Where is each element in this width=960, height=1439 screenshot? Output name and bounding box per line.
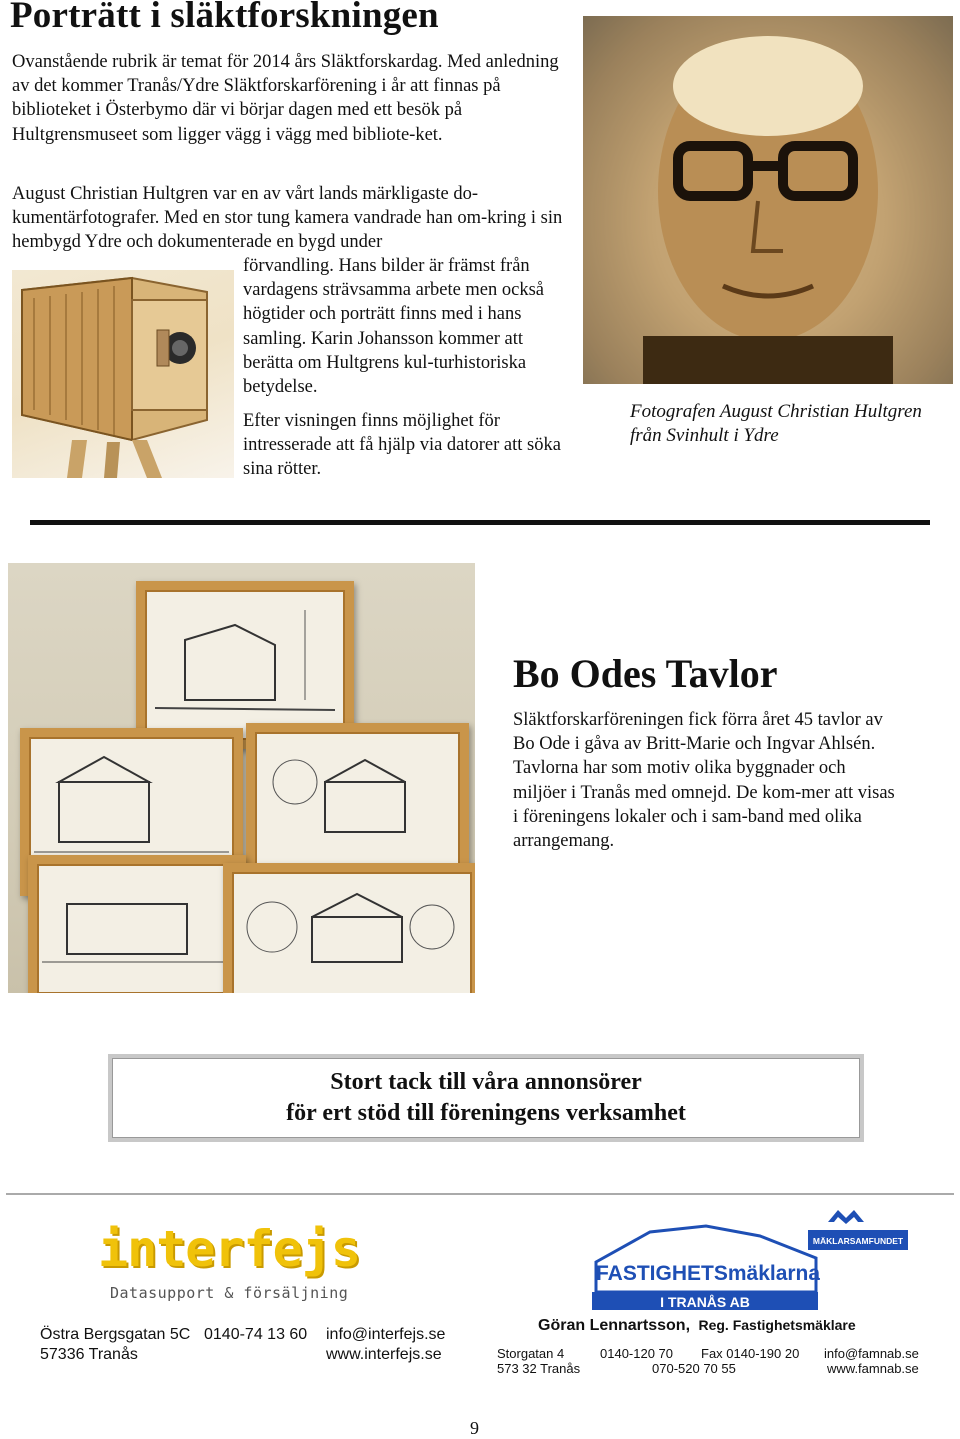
hultgren-paragraph-cont: förvandling. Hans bilder är främst från vardagens strävsamma arbete men också högtider och porträtt finns med i hans samling. Karin Johansson kommer att berätta om Hultgrens kul-turhistoriska betydelse.: [243, 256, 545, 398]
maklarsamfundet-text: MÄKLARSAMFUNDET: [812, 1236, 904, 1246]
tavlor-paragraph: Tavlorna har som motiv olika byggnader och miljöer i Tranås med omnejd. De kom-mer att visas i föreningens lokaler och i sam-band med olika arrangemang.: [513, 758, 895, 852]
interfejs-email: info@interfejs.se: [326, 1326, 446, 1343]
tavlor-paragraph: Släktforskarföreningen fick förra året 45 tavlor av Bo Ode i gåva av Britt-Marie och Ingvar Ahlsén.: [513, 710, 883, 755]
interfejs-web: www.interfejs.se: [326, 1346, 442, 1363]
tavlor-title: Bo Odes Tavlor: [513, 651, 778, 696]
thanks-line: Stort tack till våra annonsörer: [330, 1069, 642, 1095]
hultgren-portrait-photo: [583, 16, 953, 384]
fast-logo-band: I TRANÅS AB: [660, 1294, 750, 1310]
page-number: 9: [470, 1418, 479, 1438]
interfejs-phone: 0140-74 13 60: [204, 1326, 308, 1343]
famnab-email: info@famnab.se: [824, 1346, 919, 1361]
famnab-contact: [538, 1317, 856, 1335]
interfejs-logo-word: interfejs: [98, 1220, 360, 1278]
famnab-contact-name: Göran Lennartsson,: [538, 1317, 691, 1334]
interfejs-street: Östra Bergsgatan 5C: [40, 1326, 191, 1343]
framed-drawing: [223, 863, 475, 993]
camera-photo: [12, 270, 234, 478]
section-divider: [30, 520, 930, 525]
intro-paragraph: Ovanstående rubrik är temat för 2014 års Släktforskardag. Med anledning av det kommer Tranås/Ydre Släktforskarförening i år att finnas på biblioteket i Österbymo där vi börjar dagen med ett besök på Hultgrensmuseet som ligger vägg i vägg med bibliote-ket.: [12, 52, 559, 145]
visit-paragraph: Efter visningen finns möjlighet för intresserade att få hjälp via datorer att söka sina rötter.: [243, 411, 561, 480]
famnab-phone1: 0140-120 70: [600, 1346, 674, 1361]
maklarsamfundet-logo: [808, 1208, 908, 1254]
framed-drawing: [246, 723, 469, 881]
ads-divider: [6, 1193, 954, 1195]
page-title: Porträtt i släktforskningen: [10, 0, 439, 36]
famnab-street: Storgatan 4: [497, 1346, 565, 1361]
fast-logo-word: FASTIGHETSmäklarna: [596, 1262, 820, 1285]
interfejs-logo: [98, 1220, 368, 1306]
famnab-phone2: 070-520 70 55: [652, 1361, 736, 1376]
interfejs-zip: 57336 Tranås: [40, 1346, 138, 1363]
framed-drawings-photo: [8, 563, 475, 993]
famnab-contact-role: Reg. Fastighetsmäklare: [698, 1317, 856, 1333]
interfejs-logo-sub: Datasupport & försäljning: [110, 1284, 349, 1302]
hultgren-paragraph: August Christian Hultgren var en av vårt lands märkligaste do-kumentärfotografer. Med en stor tung kamera vandrade han om-kring i sin hembygd Ydre och dokumenterade en bygd under: [12, 184, 563, 253]
famnab-fax: Fax 0140-190 20: [701, 1346, 800, 1361]
thanks-line: för ert stöd till föreningens verksamhet: [286, 1100, 686, 1126]
famnab-web: www.famnab.se: [827, 1361, 919, 1376]
interfejs-address-line: [40, 1325, 190, 1345]
framed-drawing: [28, 855, 246, 993]
portrait-caption: Fotografen August Christian Hultgren från Svinhult i Ydre: [630, 401, 922, 446]
famnab-zip: 573 32 Tranås: [497, 1361, 581, 1376]
fastighetsmaklarna-logo: [590, 1222, 820, 1310]
tavlor-text: [513, 708, 903, 853]
sponsor-thanks-box: [108, 1054, 864, 1142]
